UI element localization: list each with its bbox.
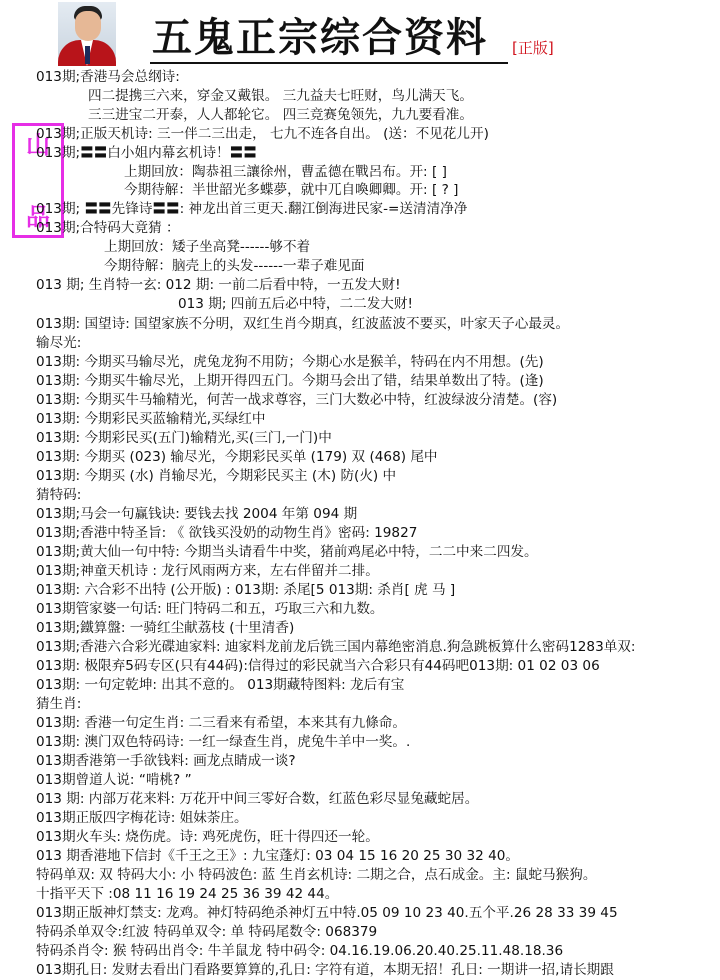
text-line: 013期孔日: 发财去看出门看路要算算的,孔日: 字符有道，本期无招！孔日: 一期讲一招,请长期跟 xyxy=(36,962,614,978)
text-line: 013期;合特码大竟猜 ： xyxy=(36,220,180,236)
text-line: 013期管家婆一句话: 旺门特码二和五，巧取三六和九数。 xyxy=(36,601,384,617)
side-stamp-char: 品 xyxy=(26,203,50,231)
text-line: 013期: 极限弃5码专区(只有44码):信得过的彩民就当六合彩只有44码吧013期: 01 02 03 06 xyxy=(36,658,600,674)
text-line: 猜特码: xyxy=(36,487,82,503)
text-line: 013期: 一句定乾坤: 出其不意的。 013期藏特图料: 龙后有宝 xyxy=(36,677,405,693)
text-line: 今期待解：脑壳上的头发------一辈子难见面 xyxy=(104,258,365,274)
text-line: 013期: 今期买 (水) 肖输尽光，今期彩民买主 (木) 防(火) 中 xyxy=(36,468,397,484)
text-line: 013期正版神灯禁支: 龙鸡。神灯特码绝杀神灯五中特.05 09 10 23 40.五个平.26 28 33 39 45 xyxy=(36,905,618,921)
text-line: 013期曾道人说: “啃桃? ” xyxy=(36,772,192,788)
edition-badge: [正版] xyxy=(512,39,554,57)
text-line: 上期回放：矮子坐高凳------够不着 xyxy=(104,239,311,255)
text-line: 013期: 今期买 (023) 输尽光，今期彩民买单 (179) 双 (468) 尾中 xyxy=(36,449,438,465)
text-line: 十指平天下 :08 11 16 19 24 25 36 39 42 44。 xyxy=(36,886,339,902)
text-line: 特码单双: 双 特码大小: 小 特码波色: 蓝 生肖玄机诗: 二期之合，点石成金。主: 鼠蛇马猴狗。 xyxy=(36,867,597,883)
text-line: 013期;香港马会总纲诗: xyxy=(36,69,180,85)
text-line: 013期;香港中特圣旨: 《 欲钱买没奶的动物生肖》密码: 19827 xyxy=(36,525,418,541)
text-line: 013期; 〓〓先锋诗〓〓: 神龙出首三更天.翻江倒海进民家-=送清清净净 xyxy=(36,201,468,217)
text-line: 013期: 今期买牛输尽光，上期开得四五门。今期马会出了错，结果单数出了特。(逢) xyxy=(36,373,544,389)
text-line: 013期;正版天机诗: 三一伴二三出走， 七九不连各自出。 (送：不见花儿开) xyxy=(36,126,489,142)
text-line: 013期: 今期买牛马输精光，何苦一战求尊容，三门大数必中特，红波绿波分清楚。(容) xyxy=(36,392,558,408)
text-line: 013期: 国望诗: 国望家族不分明，双红生肖今期真，红波蓝波不要买，叶家天子心最灵。 xyxy=(36,316,570,332)
text-line: 013 期; 四前五后必中特，二二发大财! xyxy=(178,296,413,312)
text-line: 013期: 今期彩民买蓝输精光,买绿红中 xyxy=(36,411,266,427)
text-line: 013期;鐵算盤: 一骑红尘献荔枝 (十里清香) xyxy=(36,620,295,636)
text-line: 013 期香港地下信封《千王之王》: 九宝蓬灯: 03 04 15 16 20 25 30 32 40。 xyxy=(36,848,520,864)
text-line: 013期香港第一手欲钱料: 画龙点睛成一谈? xyxy=(36,753,296,769)
text-line: 013期;马会一句赢钱诀: 要钱去找 2004 年第 094 期 xyxy=(36,506,358,522)
text-line: 013期;〓〓白小姐内幕玄机诗！〓〓 xyxy=(36,145,257,161)
page-header xyxy=(0,0,720,68)
text-line: 013期;香港六合彩光碟迪家料: 迪家料龙前龙后铣三国内幕绝密消息.狗急跳板算什么密码1283单双: xyxy=(36,639,636,655)
text-line: 今期待解：半世韶光多蝶夢，就中兀自喚卿卿。开: [ ? ] xyxy=(124,182,459,198)
page-title: 五鬼正宗综合资料 xyxy=(152,14,488,61)
avatar-tie xyxy=(85,46,90,64)
text-line: 四二提携三六来，穿金又戴银。 三九益夫七旺财，鸟儿满天飞。 xyxy=(88,88,473,104)
text-line: 013期: 香港一句定生肖: 二三看来有希望，本来其有九條命。 xyxy=(36,715,406,731)
title-underline xyxy=(150,62,508,64)
text-line: 013 期: 内部万花来料: 万花开中间三零好合数，红蓝色彩尽显兔藏蛇居。 xyxy=(36,791,479,807)
text-line: 013期: 今期彩民买(五门)输精光,买(三门,一门)中 xyxy=(36,430,332,446)
text-line: 输尽光: xyxy=(36,335,82,351)
text-line: 013期正版四字梅花诗: 姐妹荼庄。 xyxy=(36,810,248,826)
text-line: 013期: 今期买马输尽光，虎兔龙狗不用防；今期心水是猴羊，特码在内不用想。(先) xyxy=(36,354,544,370)
text-line: 013期;黄大仙一句中特: 今期当头请看牛中奖，猪前鸡尾必中特，二二中来二四发。 xyxy=(36,544,538,560)
text-line: 三三进宝二开泰，人人都轮它。 四三竞赛兔领先，九九要看准。 xyxy=(88,107,473,123)
text-line: 特码杀单双令:红波 特码单双令: 单 特码尾数令: 068379 xyxy=(36,924,378,940)
text-line: 013 期; 生肖特一玄: 012 期: 一前二后看中特，一五发大财! xyxy=(36,277,401,293)
text-line: 013期;神童天机诗 : 龙行风雨两方来，左右伴留并二排。 xyxy=(36,563,379,579)
avatar xyxy=(58,2,116,66)
avatar-face xyxy=(75,11,101,41)
text-line: 猜生肖: xyxy=(36,696,82,712)
text-line: 上期回放：陶恭祖三讓徐州，曹孟德在戰呂布。开: [ ] xyxy=(124,164,447,180)
text-line: 013期火车头: 烧伤虎。诗: 鸡死虎伤，旺十得四还一轮。 xyxy=(36,829,379,845)
side-stamp-char: 山 xyxy=(26,131,50,159)
text-line: 013期: 六合彩不出特 (公开版) : 013期: 杀尾[5 013期: 杀肖[ 虎 马 ] xyxy=(36,582,456,598)
text-line: 013期: 澳门双色特码诗: 一红一绿查生肖，虎兔牛羊中一奖。. xyxy=(36,734,411,750)
text-line: 特码杀肖令: 猴 特码出肖令: 牛羊鼠龙 特中码令: 04.16.19.06.20.40.25.11.48.18.36 xyxy=(36,943,564,959)
